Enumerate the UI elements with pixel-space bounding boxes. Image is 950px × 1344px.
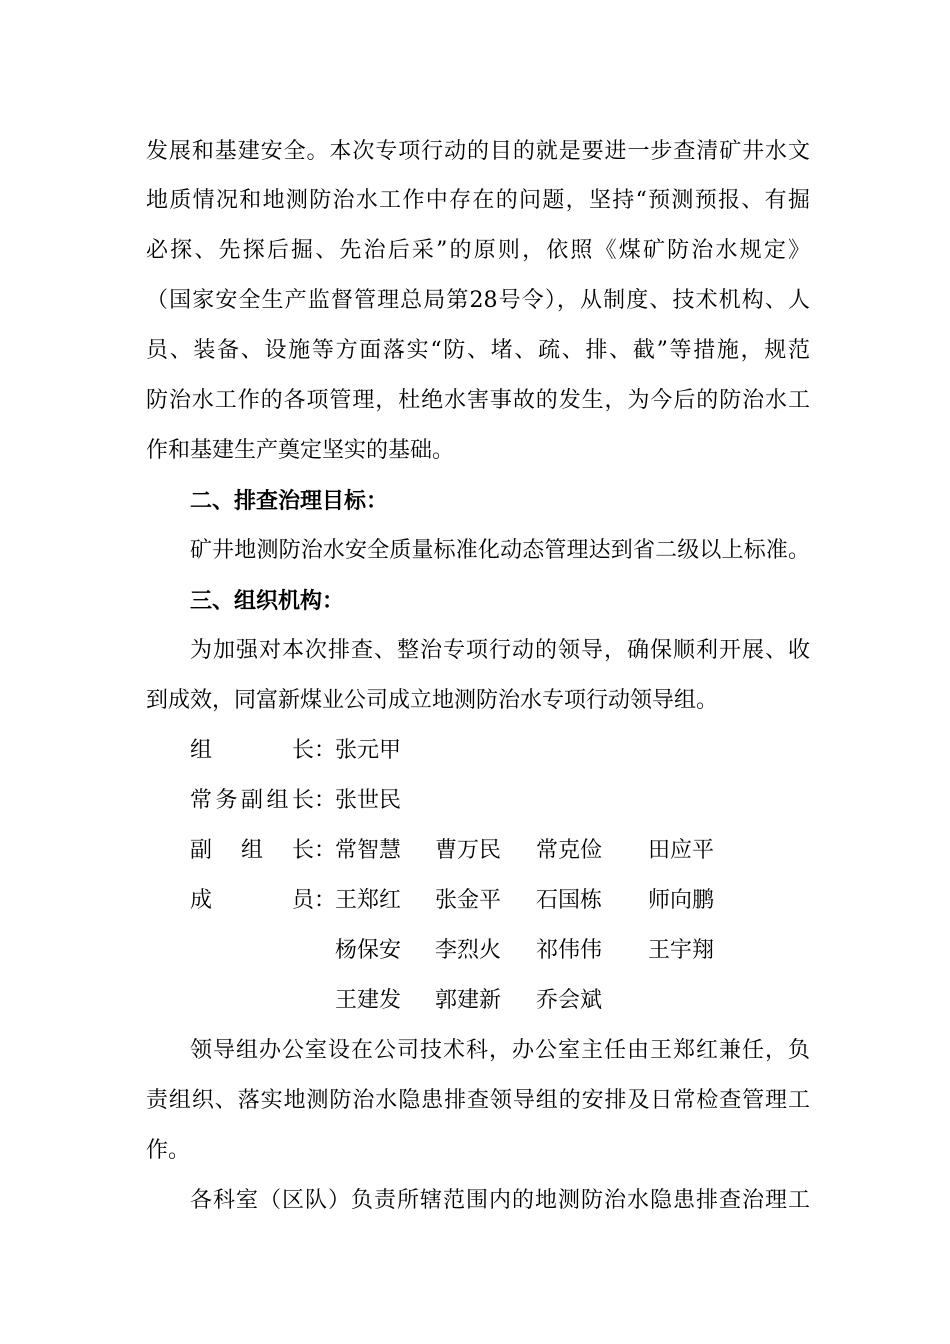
member-name: 张世民 (335, 788, 402, 813)
role-colon: ： (314, 738, 337, 763)
member-name: 常智慧 (335, 838, 402, 863)
role-label-deputy: 副组长 (190, 838, 314, 863)
role-colon: ： (314, 788, 337, 813)
paragraph-line: （国家安全生产监督管理总局第28号令），从制度、技术机构、人 (146, 288, 810, 313)
paragraph-line: 发展和基建安全。本次专项行动的目的就是要进一步查清矿井水文 (146, 139, 810, 164)
paragraph-line: 地质情况和地测防治水工作中存在的问题，坚持“预测预报、有掘 (146, 188, 810, 213)
member-name: 李烈火 (435, 938, 502, 963)
role-colon: ： (314, 838, 337, 863)
member-name: 祁伟伟 (536, 938, 603, 963)
section-heading-target: 二、排查治理目标： (190, 488, 389, 514)
member-name: 田应平 (648, 838, 715, 863)
member-name: 郭建新 (435, 988, 502, 1013)
paragraph-line: 员、装备、设施等方面落实“防、堵、疏、排、截”等措施，规范 (146, 338, 810, 363)
paragraph-line: 作。 (146, 1138, 191, 1163)
member-name: 乔会斌 (536, 988, 603, 1013)
member-name: 王宇翔 (648, 938, 715, 963)
section-heading-organization: 三、组织机构： (190, 588, 345, 614)
paragraph-line: 责组织、落实地测防治水隐患排查领导组的安排及日常检查管理工 (146, 1088, 810, 1113)
member-name: 王建发 (335, 988, 402, 1013)
member-name: 张金平 (435, 888, 502, 913)
paragraph-line: 到成效，同富新煤业公司成立地测防治水专项行动领导组。 (146, 688, 719, 713)
member-name: 师向鹏 (648, 888, 715, 913)
role-label-executive-deputy: 常务副组长 (190, 788, 314, 813)
role-colon: ： (314, 888, 337, 913)
paragraph-line: 防治水工作的各项管理，杜绝水害事故的发生，为今后的防治水工 (146, 388, 810, 413)
role-label-members: 成员 (190, 888, 314, 913)
paragraph-line: 作和基建生产奠定坚实的基础。 (146, 438, 455, 463)
paragraph-line: 各科室（区队）负责所辖范围内的地测防治水隐患排查治理工 (190, 1188, 810, 1213)
member-name: 曹万民 (435, 838, 502, 863)
paragraph-line: 为加强对本次排查、整治专项行动的领导，确保顺利开展、收 (190, 638, 810, 663)
paragraph-line: 必探、先探后掘、先治后采”的原则，依照《煤矿防治水规定》 (146, 238, 810, 263)
member-name: 常克俭 (536, 838, 603, 863)
target-text: 矿井地测防治水安全质量标准化动态管理达到省二级以上标准。 (190, 538, 810, 563)
member-name: 王郑红 (335, 888, 402, 913)
paragraph-line: 领导组办公室设在公司技术科，办公室主任由王郑红兼任，负 (190, 1038, 810, 1063)
role-label-leader: 组长 (190, 738, 314, 763)
member-name: 杨保安 (335, 938, 402, 963)
member-name: 张元甲 (335, 738, 402, 763)
member-name: 石国栋 (536, 888, 603, 913)
